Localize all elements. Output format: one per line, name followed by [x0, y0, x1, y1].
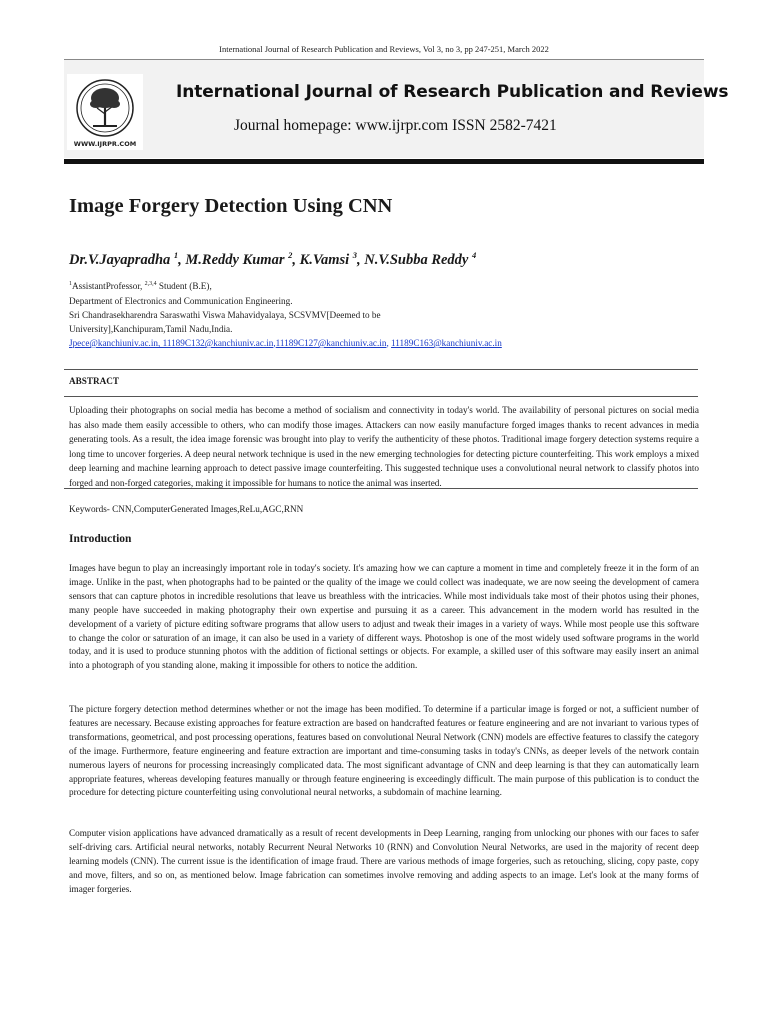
- logo-text: WWW.IJRPR.COM: [73, 140, 137, 148]
- abstract-heading: ABSTRACT: [69, 376, 120, 386]
- journal-header-band: [64, 60, 704, 158]
- introduction-paragraph: Computer vision applications have advanced dramatically as a result of recent developments in Deep Learning, ranging from unlocking our phones with our faces to safer self-driving cars. Artificial neural networks, notably Recurrent Neural Networks 10 (RNN) and Convolution Neural Networks, are used in the majority of recent deep learning models (CNN). The current issue is the identification of image fraud. There are various methods of image forgeries, such as retouching, slicing, copy paste, copy and move, filters, and so on, as mentioned below. Image fabrication can sometimes involve removing and adding aspects to an image. Let's look at the many forms of imager forgeries.: [69, 828, 699, 894]
- affiliation-role: AssistantProfessor,: [72, 281, 145, 292]
- introduction-paragraph: Images have begun to play an increasingly important role in today's society. It's amazing how we can capture a moment in time and completely freeze it in the form of an image. Unlike in the past, when photographs had to be painted or the quality of the image we could collect was inadequate, we are now seeing the development of camera sensors that can capture photos in incredible resolutions that leave us breathless with the intricacies. While most individuals take most of their photos using their phones, many people have succeeded in making photography their own expertise and pursuing it as a career. This advancement in the modern world has resulted in the development of a variety of picture editing software programs that allow users to adjust and tweak their images in a variety of ways. While most people use this software to change the color or saturation of an image, it can also be used in a variety of different ways. Photoshop is one of the most widely used software programs in the world today, and it is used to produce stunning photos with the addition of fictional settings or objects. For example, a skilled user of this software may easily insert an animal into a photograph of you standing alone, making it impossible for others to notice the addition.: [69, 563, 699, 671]
- journal-logo: [67, 74, 143, 150]
- paper-title: Image Forgery Detection Using CNN: [69, 195, 393, 217]
- author-sup: 2: [288, 250, 293, 260]
- journal-homepage-line: Journal homepage: www.ijrpr.com ISSN 2582-7421: [234, 117, 557, 134]
- affiliation-sup: 2,3,4: [144, 281, 157, 287]
- affiliation-line-1: [69, 281, 212, 291]
- author-name: K.Vamsi: [299, 251, 350, 268]
- author-name: M.Reddy Kumar: [185, 251, 285, 268]
- journal-name: International Journal of Research Publication and Reviews: [176, 82, 729, 102]
- abstract-heading-rule: [64, 396, 698, 397]
- introduction-paragraph: The picture forgery detection method determines whether or not the image has been modified. To determine if a particular image is forged or not, a sufficient number of features are necessary. Because existing approaches for feature extraction are based on handcrafted features or feature engineering and are not invariant to various types of transformations, geometrical, and post processing operations, features based on convolutional Neural Network (CNN) models are effective features to classify the category of the image. Furthermore, feature engineering and feature extraction are important and time-consuming tasks in today's CNNs, as deeper levels of the network contain numerous layers of neurons for processing increasingly complicated data. The most significant advantage of CNN and deep learning is that they can automatically learn appropriate features, whereas developing features manually or through feature engineering is exceedingly difficult. The main purpose of this publication is to conduct the procedure for detecting picture counterfeiting using convolutional neural networks, a subdomain of machine learning.: [69, 704, 699, 798]
- author-name: Dr.V.Jayapradha: [69, 251, 171, 268]
- affiliation-location: University],Kanchipuram,Tamil Nadu,India.: [69, 324, 233, 334]
- email-link[interactable]: 11189C163@kanchiuniv.ac.in: [391, 338, 502, 348]
- email-link[interactable]: 11189C127@kanchiuniv.ac.in: [275, 338, 387, 348]
- abstract-bottom-rule: [64, 488, 698, 489]
- abstract-body: Uploading their photographs on social media has become a method of socialism and connectivity in today's world. The availability of personal pictures on social media has also made them easily accessible to others, who can modify those images. Attackers can now easily manufacture forged images thanks to recent advances in media generating tools. As a result, the idea image forensic was brought into play to verify the authenticity of these photos. Traditional image forgery detection systems require a long time to uncover forgeries. A deep neural network technique is used in the new emerging technologies for detecting picture counterfeiting. This work employs a mixed deep learning and machine learning approach to detect passive image counterfeiting. This suggested technique uses a convolutional neural network to classify photos into forged and non-forged categories, making it impossible for humans to notice the animal was inserted.: [69, 405, 699, 488]
- affiliation-department: Department of Electronics and Communication Engineering.: [69, 296, 293, 306]
- affiliation-role: Student (B.E),: [156, 281, 212, 292]
- affiliation-sup: 1: [69, 281, 72, 287]
- affiliation-institution: Sri Chandrasekharendra Saraswathi Viswa Mahavidyalaya, SCSVMV[Deemed to be: [69, 310, 381, 320]
- author-sup: 4: [472, 250, 477, 260]
- author-sup: 1: [173, 250, 179, 260]
- abstract-top-rule: [64, 369, 698, 370]
- author-sup: 3: [352, 250, 358, 260]
- email-link[interactable]: Jpece@kanchiuniv.ac.in, 11189C132@kanchiuniv.ac.in: [69, 338, 274, 348]
- keywords: Keywords- CNN,ComputerGenerated Images,ReLu,AGC,RNN: [69, 504, 304, 514]
- introduction-heading: Introduction: [69, 533, 132, 545]
- header-thick-rule: [64, 159, 704, 164]
- tree-emblem-icon: [67, 74, 143, 150]
- author-emails: Jpece@kanchiuniv.ac.in, 11189C132@kanchiuniv.ac.in,11189C127@kanchiuniv.ac.in, 11189C163@kanchiuniv.ac.in: [69, 338, 502, 348]
- author-list: Dr.V.Jayapradha $^1$, M.Reddy Kumar $^2$, K.Vamsi $^3$, N.V.Subba Reddy $^4$: [69, 250, 477, 268]
- running-head: International Journal of Research Publication and Reviews, Vol 3, no 3, pp 247-251, March 2022: [219, 44, 549, 54]
- author-name: N.V.Subba Reddy: [364, 251, 469, 268]
